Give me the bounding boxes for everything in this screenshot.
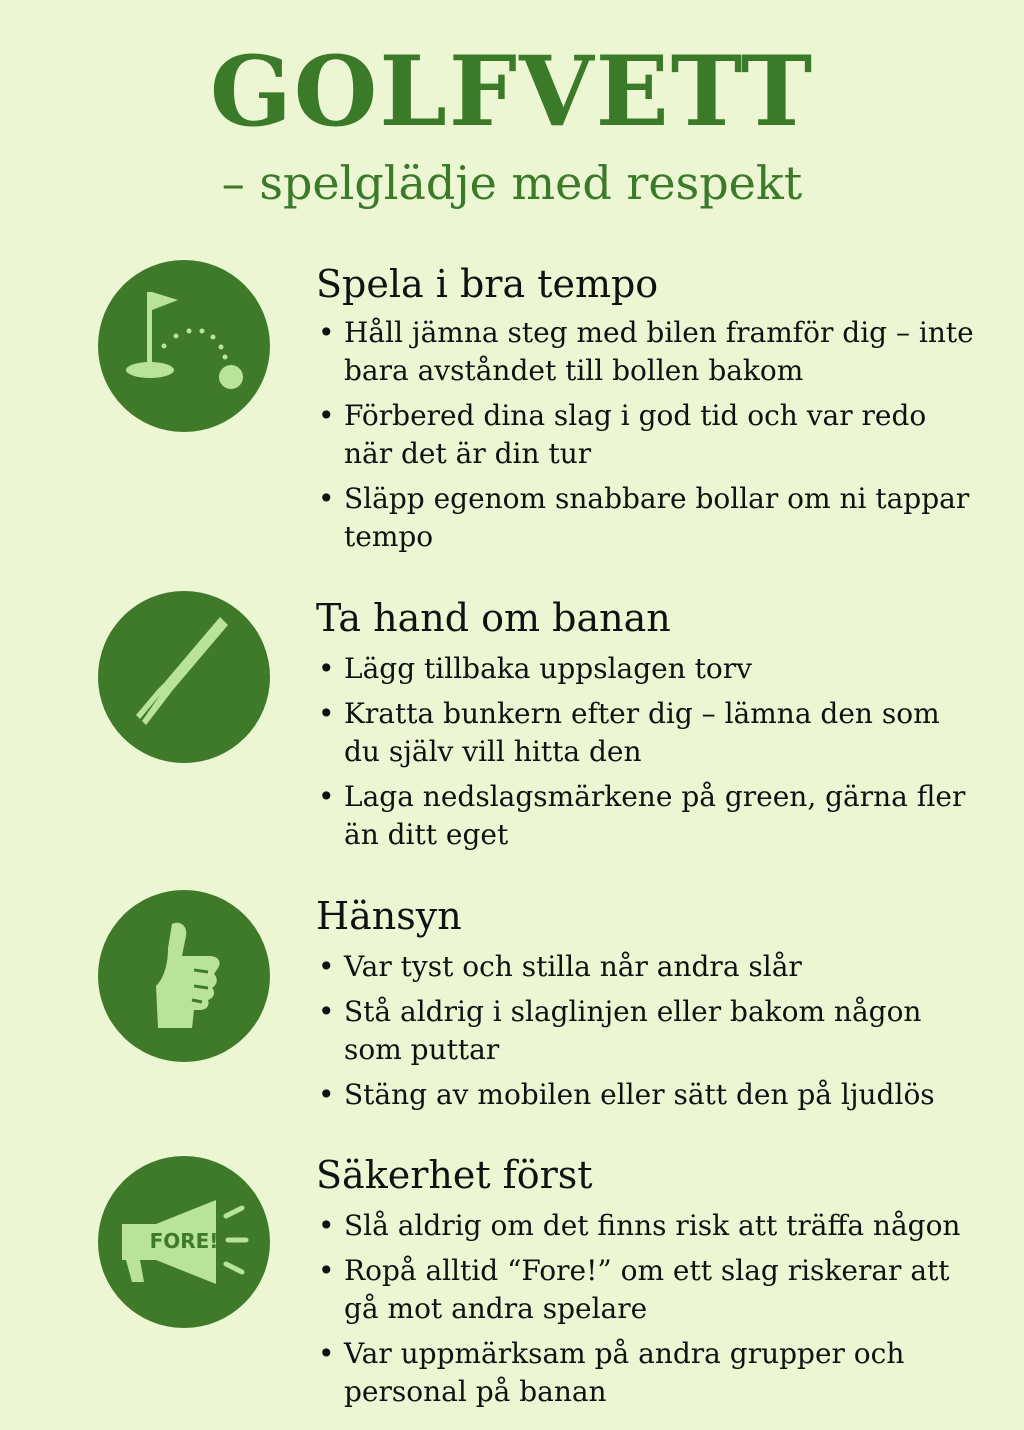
list-item: • Var uppmärksam på andra grupper och personal på banan xyxy=(316,1335,976,1411)
section-heading: Hänsyn xyxy=(316,894,462,938)
section-heading: Säkerhet först xyxy=(316,1153,593,1197)
list-item: • Slå aldrig om det finns risk att träffa någon xyxy=(316,1207,976,1245)
page-subtitle: – spelglädje med respekt xyxy=(221,156,803,210)
divot-tool-icon xyxy=(98,591,270,763)
bullet-list xyxy=(316,948,976,1121)
list-item: • Släpp egenom snabbare bollar om ni tappar tempo xyxy=(316,480,976,556)
bullet-list xyxy=(316,650,976,861)
section-heading: Spela i bra tempo xyxy=(316,262,659,306)
list-item: • Förbered dina slag i god tid och var redo när det är din tur xyxy=(316,397,976,473)
list-item: • Stäng av mobilen eller sätt den på ljudlös xyxy=(316,1076,976,1114)
list-item: • Laga nedslagsmärkene på green, gärna fler än ditt eget xyxy=(316,778,976,854)
megaphone-label: FORE! xyxy=(149,1229,219,1253)
list-item: • Stå aldrig i slaglinjen eller bakom någon som puttar xyxy=(316,993,976,1069)
list-item: • Håll jämna steg med bilen framför dig – inte bara avståndet till bollen bakom xyxy=(316,314,976,390)
thumbs-up-icon xyxy=(98,890,270,1062)
page-title: GOLFVETT xyxy=(209,35,815,148)
list-item: • Lägg tillbaka uppslagen torv xyxy=(316,650,976,688)
list-item: • Var tyst och stilla når andra slår xyxy=(316,948,976,986)
golf-flag-icon xyxy=(98,260,270,432)
bullet-list xyxy=(316,314,976,563)
megaphone-icon xyxy=(98,1156,270,1328)
list-item: • Kratta bunkern efter dig – lämna den som du själv vill hitta den xyxy=(316,695,976,771)
bullet-list xyxy=(316,1207,976,1418)
section-heading: Ta hand om banan xyxy=(316,596,671,640)
list-item: • Ropå alltid “Fore!” om ett slag riskerar att gå mot andra spelare xyxy=(316,1252,976,1328)
